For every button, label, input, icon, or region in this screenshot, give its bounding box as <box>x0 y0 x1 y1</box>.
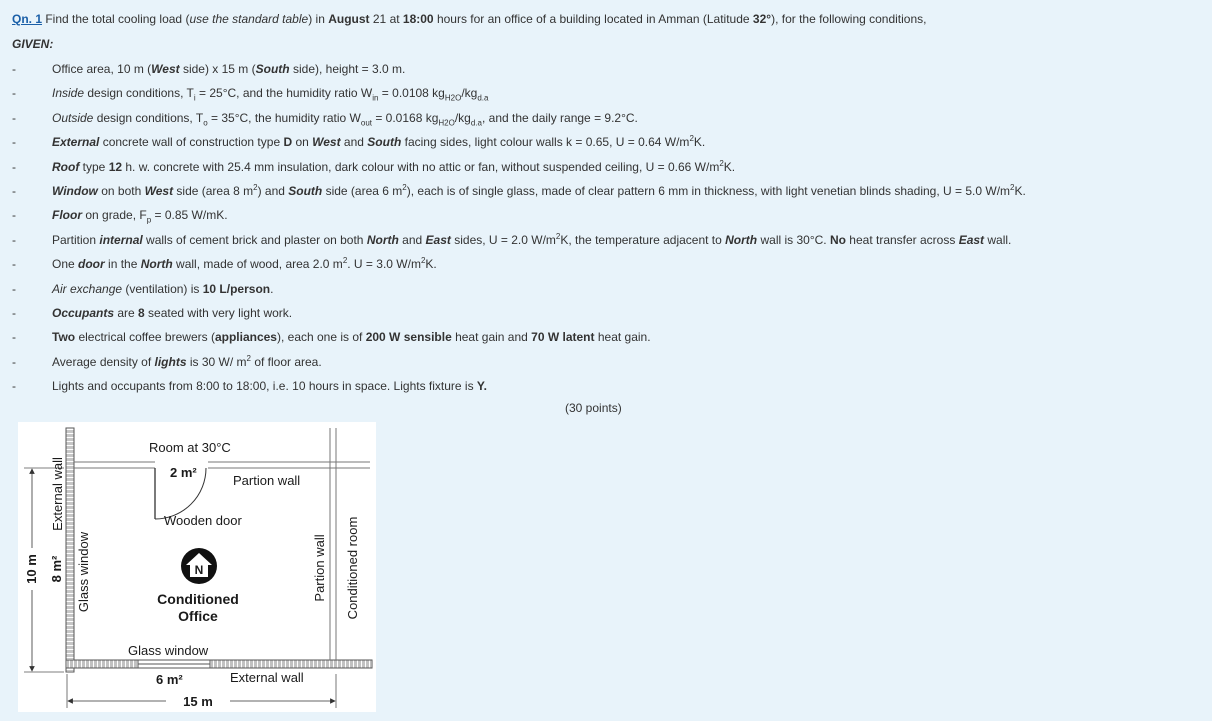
west-window-area-label: 8 m² <box>49 555 64 583</box>
north-partion-wall-label: Partion wall <box>233 473 301 488</box>
west-external-wall-label: External wall <box>50 457 65 531</box>
floor-plan-svg <box>18 422 376 712</box>
east-partion-wall-label: Partion wall <box>312 534 327 602</box>
west-external-wall <box>66 428 74 672</box>
south-external-wall-label: External wall <box>230 670 304 685</box>
question-heading: Qn. 1 Find the total cooling load (use the standard table) in August 21 at 18:00 hours for an office of a building located in Amman (Latitude 32°), for the following conditions, <box>12 12 927 26</box>
conditioned-room-label: Conditioned room <box>345 516 360 620</box>
wooden-door-label: Wooden door <box>164 513 242 528</box>
question-number[interactable]: Qn. 1 <box>12 12 43 26</box>
room-at-30-label: Room at 30°C <box>149 440 231 455</box>
points-label: (30 points) <box>565 401 622 415</box>
north-arrow-icon <box>181 548 217 584</box>
height-dimension-label: 10 m <box>24 554 39 584</box>
width-dimension-label: 15 m <box>183 694 213 709</box>
south-glass-window-label: Glass window <box>128 643 209 658</box>
south-external-wall <box>66 660 372 668</box>
door-area-label: 2 m² <box>170 465 197 480</box>
conditioned-office-label-line1: Conditioned <box>157 591 239 607</box>
north-letter: N <box>194 563 204 577</box>
conditioned-office-label-line2: Office <box>178 608 218 624</box>
west-glass-window-label: Glass window <box>76 531 91 613</box>
given-label: GIVEN: <box>12 37 54 51</box>
floor-plan-figure <box>18 422 376 712</box>
south-window-area-label: 6 m² <box>156 672 183 687</box>
